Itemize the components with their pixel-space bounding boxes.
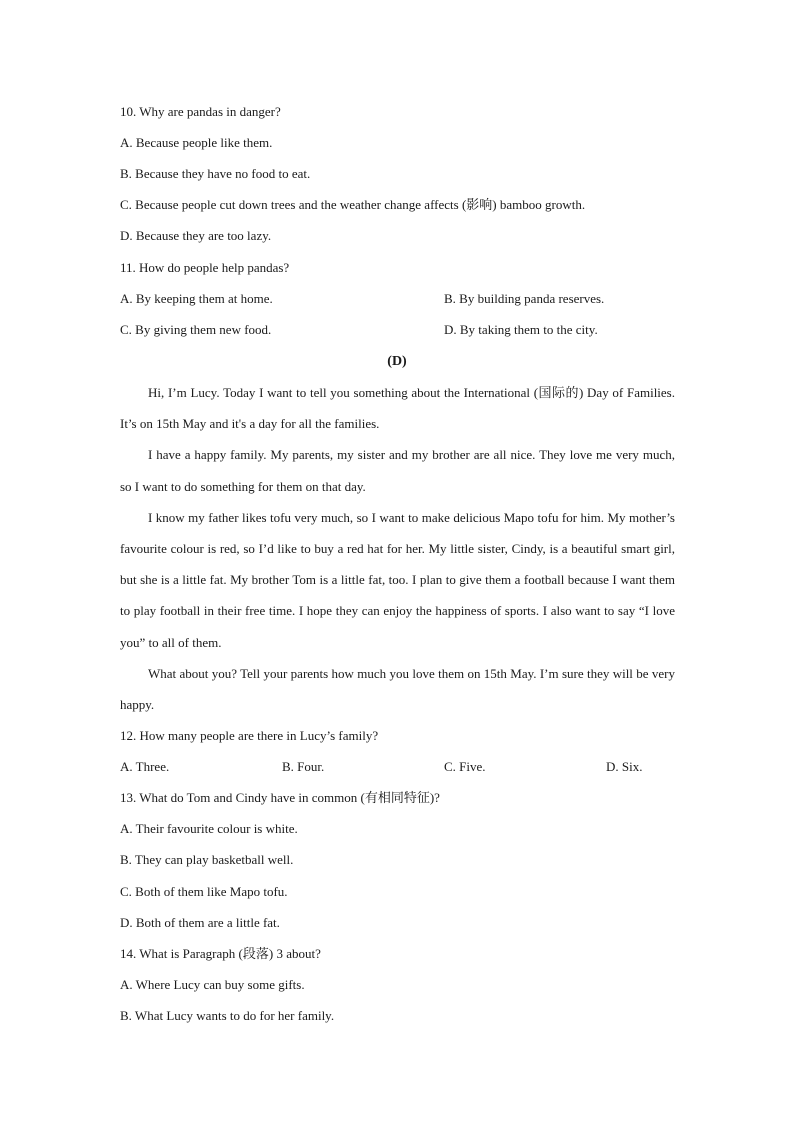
q13-option-c: C. Both of them like Mapo tofu.: [120, 884, 288, 899]
q10-option-c: C. Because people cut down trees and the weather change affects (影响) bamboo growth.: [120, 197, 586, 212]
question-11: 11. How do people help pandas?: [120, 260, 290, 275]
q12-option-c: C. Five.: [444, 759, 486, 774]
passage-paragraph-3: I know my father likes tofu very much, so I want to make delicious Mapo tofu for him. My mother’s favourite colour is red, so I’d like to buy a red hat for her. My little sister, Cindy, is a beautiful smart girl, but she is a little fat. My brother Tom is a little fat, too. I plan to give them a football because I want them to play football in their free time. I hope they can enjoy the happiness of sports. I also want to say “I love you” to all of them.: [120, 509, 675, 650]
q10-option-a: A. Because people like them.: [120, 135, 273, 150]
q11-option-a: A. By keeping them at home.: [120, 291, 273, 306]
q11-option-b: B. By building panda reserves.: [444, 291, 605, 306]
passage-paragraph-4: What about you? Tell your parents how much you love them on 15th May. I’m sure they will be very happy.: [120, 665, 675, 713]
section-heading: (D): [387, 354, 407, 369]
question-10: 10. Why are pandas in danger?: [120, 104, 281, 119]
passage-paragraph-2: I have a happy family. My parents, my sister and my brother are all nice. They love me very much, so I want to do something for them on that day.: [120, 447, 675, 494]
question-13: 13. What do Tom and Cindy have in common (有相同特征)?: [120, 790, 440, 805]
q14-option-a: A. Where Lucy can buy some gifts.: [120, 977, 305, 992]
q13-option-a: A. Their favourite colour is white.: [120, 821, 298, 836]
q12-option-a: A. Three.: [120, 759, 170, 774]
q11-option-d: D. By taking them to the city.: [444, 322, 598, 337]
q12-options: [120, 759, 675, 775]
q13-option-d: D. Both of them are a little fat.: [120, 915, 280, 930]
passage: [120, 377, 675, 720]
q10-option-d: D. Because they are too lazy.: [120, 228, 272, 243]
q12-option-b: B. Four.: [282, 759, 325, 774]
passage-paragraph-1: Hi, I’m Lucy. Today I want to tell you something about the International (国际的) Day of Families. It’s on 15th May and it's a day for all the families.: [120, 385, 675, 432]
question-14: 14. What is Paragraph (段落) 3 about?: [120, 946, 321, 961]
q12-option-d: D. Six.: [606, 759, 643, 774]
question-12: 12. How many people are there in Lucy’s family?: [120, 728, 379, 743]
q13-option-b: B. They can play basketball well.: [120, 852, 294, 867]
q11-option-c: C. By giving them new food.: [120, 322, 272, 337]
q10-option-b: B. Because they have no food to eat.: [120, 166, 311, 181]
q14-option-b: B. What Lucy wants to do for her family.: [120, 1008, 335, 1023]
